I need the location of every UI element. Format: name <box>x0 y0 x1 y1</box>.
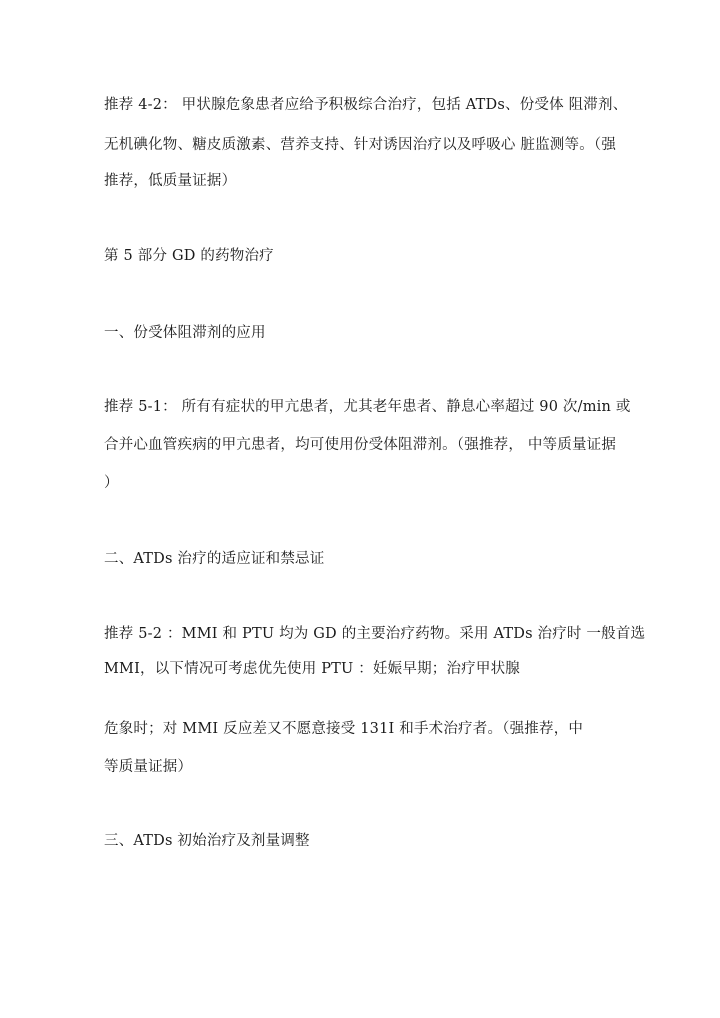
subsection-3-title: 三、ATDs 初始治疗及剂量调整 <box>104 833 310 849</box>
recommendation-5-1-line-1: 推荐 5-1： 所有有症状的甲亢患者，尤其老年患者、静息心率超过 90 次/min 或 <box>104 399 631 415</box>
recommendation-4-2-line-3: 推荐，低质量证据） <box>104 173 237 189</box>
recommendation-5-2-line-2: MMI，以下情况可考虑优先使用 PTU ：妊娠早期；治疗甲状腺 <box>104 661 520 677</box>
recommendation-4-2-line-2: 无机碘化物、糖皮质激素、营养支持、针对诱因治疗以及呼吸心 脏监测等。（强 <box>104 137 617 153</box>
recommendation-5-2-line-1: 推荐 5-2 ：MMI 和 PTU 均为 GD 的主要治疗药物。采用 ATDs 治疗时 一般首选 <box>104 626 646 642</box>
recommendation-5-1-line-2: 合并心血管疾病的甲亢患者，均可使用份受体阻滞剂。（强推荐， 中等质量证据 <box>104 437 617 453</box>
section-5-title: 第 5 部分 GD 的药物治疗 <box>104 248 274 264</box>
recommendation-4-2-line-1: 推荐 4-2： 甲状腺危象患者应给予积极综合治疗，包括 ATDs、份受体 阻滞剂、 <box>104 97 628 113</box>
subsection-1-title: 一、份受体阻滞剂的应用 <box>104 325 266 341</box>
recommendation-5-1-line-3: ） <box>104 475 119 491</box>
recommendation-5-2-line-3: 危象时；对 MMI 反应差又不愿意接受 131I 和手术治疗者。（强推荐，中 <box>104 721 584 737</box>
recommendation-5-2-line-4: 等质量证据） <box>104 759 193 775</box>
subsection-2-title: 二、ATDs 治疗的适应证和禁忌证 <box>104 551 325 567</box>
